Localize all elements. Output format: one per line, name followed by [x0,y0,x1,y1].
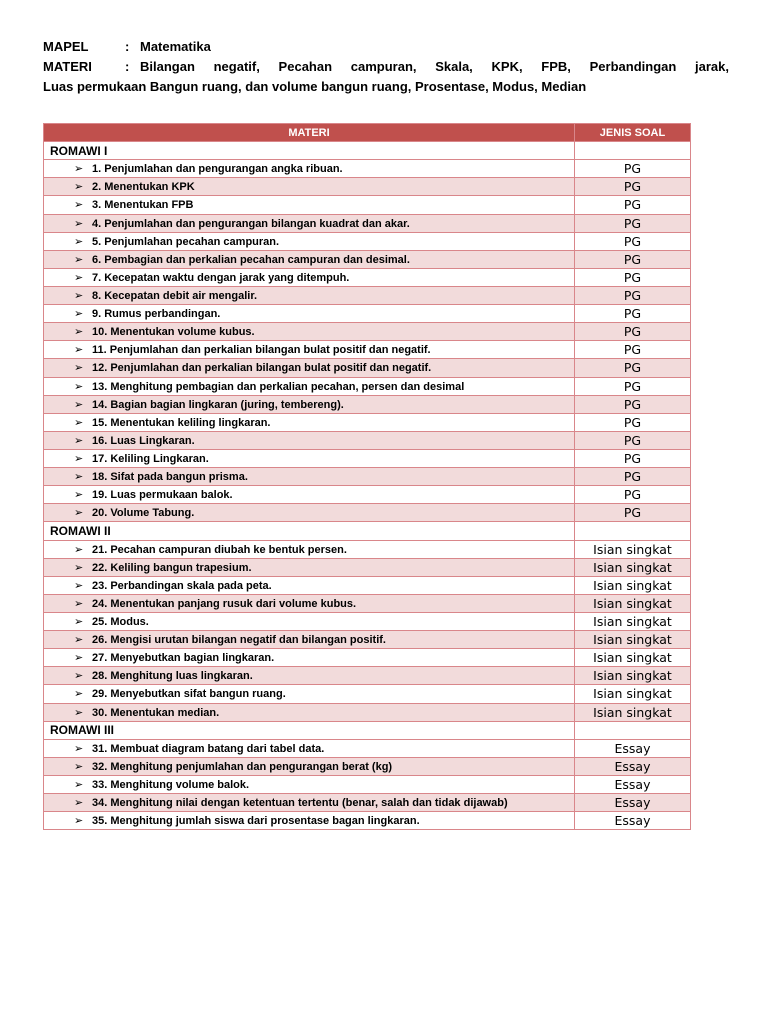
jenis-soal-cell: PG [575,214,691,232]
jenis-soal-cell: PG [575,232,691,250]
materi-text: 30. Menentukan median. [92,706,220,719]
materi-text: 20. Volume Tabung. [92,507,195,520]
materi-value-line2: Luas permukaan Bangun ruang, dan volume bangun ruang, Prosentase, Modus, Median [43,79,587,94]
jenis-soal-cell: PG [575,449,691,467]
mapel-key: MAPEL [43,39,89,54]
jenis-soal-cell: PG [575,377,691,395]
jenis-soal-cell: PG [575,286,691,304]
section-empty-cell [575,522,691,540]
materi-text: 28. Menghitung luas lingkaran. [92,670,253,683]
materi-text: 3. Menentukan FPB [92,199,194,212]
jenis-soal-cell: PG [575,196,691,214]
materi-text: 25. Modus. [92,616,149,628]
materi-text: 7. Kecepatan waktu dengan jarak yang ditempuh. [92,271,350,284]
table-row [44,576,691,594]
materi-text: 17. Keliling Lingkaran. [92,453,209,466]
arrow-bullet-icon: ➢ [74,217,84,230]
materi-cell [44,794,575,812]
materi-text: 10. Menentukan volume kubus. [92,326,255,339]
arrow-bullet-icon: ➢ [74,597,84,610]
table-row [44,449,691,467]
table-row [44,558,691,576]
materi-cell [44,685,575,703]
jenis-soal-cell: PG [575,431,691,449]
materi-cell [44,775,575,793]
materi-text: 2. Menentukan KPK [92,181,195,194]
arrow-bullet-icon: ➢ [74,634,84,647]
table-row [44,232,691,250]
table-row [44,667,691,685]
jenis-soal-cell: PG [575,250,691,268]
materi-cell [44,160,575,178]
table-row [44,431,691,449]
materi-text: 4. Penjumlahan dan pengurangan bilangan kuadrat dan akar. [92,217,410,230]
table-row [44,649,691,667]
section-title [44,522,575,540]
arrow-bullet-icon: ➢ [74,815,84,828]
materi-text: 1. Penjumlahan dan pengurangan angka ribuan. [92,163,343,176]
materi-cell [44,594,575,612]
table-row [44,286,691,304]
materi-text: 9. Rumus perbandingan. [92,308,221,321]
materi-cell [44,431,575,449]
arrow-bullet-icon: ➢ [74,616,84,628]
arrow-bullet-icon: ➢ [74,253,84,266]
materi-cell [44,486,575,504]
section-empty-cell [575,721,691,739]
jenis-soal-cell: PG [575,323,691,341]
materi-cell [44,377,575,395]
materi-text: 15. Menentukan keliling lingkaran. [92,416,271,429]
materi-value-line1: Bilangan negatif, Pecahan campuran, Skala, KPK, FPB, Perbandingan jarak, [140,59,729,74]
jenis-soal-cell: Isian singkat [575,612,691,630]
materi-text: 24. Menentukan panjang rusuk dari volume kubus. [92,597,357,610]
section-empty-cell [575,142,691,160]
arrow-bullet-icon: ➢ [74,362,84,375]
materi-cell [44,468,575,486]
jenis-soal-cell: PG [575,395,691,413]
arrow-bullet-icon: ➢ [74,344,84,357]
table-row [44,612,691,630]
table-row [44,594,691,612]
table-row [44,775,691,793]
materi-colon: : [125,59,130,74]
materi-cell [44,612,575,630]
column-header-jenis-soal: JENIS SOAL [575,124,691,142]
table-row [44,703,691,721]
materi-text: 23. Perbandingan skala pada peta. [92,579,272,592]
arrow-bullet-icon: ➢ [74,416,84,429]
arrow-bullet-icon: ➢ [74,760,84,773]
table-row [44,812,691,830]
materi-cell [44,576,575,594]
section-title [44,142,575,160]
jenis-soal-cell: Isian singkat [575,703,691,721]
materi-cell [44,703,575,721]
arrow-bullet-icon: ➢ [74,561,84,574]
table-row [44,631,691,649]
arrow-bullet-icon: ➢ [74,181,84,194]
table-row [44,196,691,214]
jenis-soal-cell: PG [575,504,691,522]
materi-cell [44,196,575,214]
materi-cell [44,739,575,757]
arrow-bullet-icon: ➢ [74,199,84,212]
section-row [44,721,691,739]
materi-cell [44,341,575,359]
table-row [44,305,691,323]
materi-text: 31. Membuat diagram batang dari tabel data. [92,742,325,755]
materi-text: 33. Menghitung volume balok. [92,778,250,791]
jenis-soal-cell: PG [575,359,691,377]
arrow-bullet-icon: ➢ [74,471,84,484]
jenis-soal-cell: PG [575,341,691,359]
arrow-bullet-icon: ➢ [74,652,84,665]
materi-cell [44,178,575,196]
jenis-soal-cell: Isian singkat [575,540,691,558]
jenis-soal-cell: Isian singkat [575,558,691,576]
arrow-bullet-icon: ➢ [74,290,84,303]
column-header-materi: MATERI [44,124,575,142]
jenis-soal-cell: Essay [575,794,691,812]
section-title-text: ROMAWI III [50,723,114,738]
materi-text: 8. Kecepatan debit air mengalir. [92,290,258,303]
materi-text: 29. Menyebutkan sifat bangun ruang. [92,688,286,701]
jenis-soal-cell: Essay [575,739,691,757]
jenis-soal-cell: PG [575,268,691,286]
materi-cell [44,504,575,522]
table-row [44,359,691,377]
jenis-soal-cell: PG [575,486,691,504]
materi-cell [44,305,575,323]
materi-text: 27. Menyebutkan bagian lingkaran. [92,652,275,665]
materi-cell [44,540,575,558]
table-row [44,504,691,522]
arrow-bullet-icon: ➢ [74,271,84,284]
table-row [44,739,691,757]
table-row [44,250,691,268]
jenis-soal-cell: Isian singkat [575,667,691,685]
materi-line [43,57,729,77]
table-row [44,377,691,395]
table-row [44,486,691,504]
arrow-bullet-icon: ➢ [74,380,84,393]
arrow-bullet-icon: ➢ [74,670,84,683]
materi-text: 35. Menghitung jumlah siswa dari prosentase bagan lingkaran. [92,815,420,828]
table-row [44,323,691,341]
materi-text: 14. Bagian bagian lingkaran (juring, tembereng). [92,398,344,411]
table-row [44,178,691,196]
materi-table [43,123,691,830]
materi-cell [44,631,575,649]
materi-cell [44,757,575,775]
materi-table-body [44,124,691,830]
table-row [44,160,691,178]
materi-text: 18. Sifat pada bangun prisma. [92,471,248,484]
jenis-soal-cell: PG [575,178,691,196]
materi-cell [44,667,575,685]
table-row [44,341,691,359]
jenis-soal-cell: Essay [575,812,691,830]
jenis-soal-cell: PG [575,468,691,486]
jenis-soal-cell: PG [575,305,691,323]
table-header-row [44,124,691,142]
materi-text: 12. Penjumlahan dan perkalian bilangan bulat positif dan negatif. [92,362,432,375]
materi-cell [44,558,575,576]
materi-cell [44,250,575,268]
mapel-line [43,37,729,57]
section-title-text: ROMAWI II [50,523,111,538]
materi-text: 16. Luas Lingkaran. [92,434,195,447]
arrow-bullet-icon: ➢ [74,489,84,502]
table-row [44,413,691,431]
materi-cell [44,359,575,377]
arrow-bullet-icon: ➢ [74,742,84,755]
mapel-colon: : [125,39,130,54]
document-header [43,37,729,97]
arrow-bullet-icon: ➢ [74,507,84,520]
materi-cell [44,649,575,667]
jenis-soal-cell: PG [575,413,691,431]
arrow-bullet-icon: ➢ [74,688,84,701]
arrow-bullet-icon: ➢ [74,398,84,411]
materi-text: 19. Luas permukaan balok. [92,489,233,502]
materi-text: 21. Pecahan campuran diubah ke bentuk persen. [92,543,347,556]
materi-cell [44,323,575,341]
arrow-bullet-icon: ➢ [74,706,84,719]
arrow-bullet-icon: ➢ [74,326,84,339]
section-row [44,522,691,540]
materi-cell [44,395,575,413]
table-row [44,468,691,486]
materi-text: 13. Menghitung pembagian dan perkalian pecahan, persen dan desimal [92,380,465,393]
materi-text: 6. Pembagian dan perkalian pecahan campuran dan desimal. [92,253,410,266]
jenis-soal-cell: Isian singkat [575,649,691,667]
jenis-soal-cell: Isian singkat [575,685,691,703]
arrow-bullet-icon: ➢ [74,778,84,791]
table-row [44,214,691,232]
materi-cell [44,413,575,431]
arrow-bullet-icon: ➢ [74,579,84,592]
table-row [44,757,691,775]
materi-text: 34. Menghitung nilai dengan ketentuan tertentu (benar, salah dan tidak dijawab) [92,797,508,810]
materi-cell [44,232,575,250]
jenis-soal-cell: Essay [575,757,691,775]
section-title-text: ROMAWI I [50,143,108,158]
materi-cell [44,214,575,232]
materi-text: 22. Keliling bangun trapesium. [92,561,252,574]
materi-cell [44,286,575,304]
jenis-soal-cell: Essay [575,775,691,793]
arrow-bullet-icon: ➢ [74,543,84,556]
materi-text: 26. Mengisi urutan bilangan negatif dan bilangan positif. [92,634,386,647]
jenis-soal-cell: Isian singkat [575,631,691,649]
arrow-bullet-icon: ➢ [74,308,84,321]
arrow-bullet-icon: ➢ [74,235,84,248]
jenis-soal-cell: PG [575,160,691,178]
table-row [44,685,691,703]
jenis-soal-cell: Isian singkat [575,594,691,612]
arrow-bullet-icon: ➢ [74,163,84,176]
section-title [44,721,575,739]
table-row [44,268,691,286]
arrow-bullet-icon: ➢ [74,434,84,447]
table-row [44,540,691,558]
arrow-bullet-icon: ➢ [74,797,84,810]
materi-cell [44,449,575,467]
materi-cell [44,812,575,830]
mapel-value: Matematika [140,39,211,54]
materi-text: 5. Penjumlahan pecahan campuran. [92,235,280,248]
materi-cell [44,268,575,286]
section-row [44,142,691,160]
table-row [44,794,691,812]
jenis-soal-cell: Isian singkat [575,576,691,594]
materi-text: 32. Menghitung penjumlahan dan pengurangan berat (kg) [92,760,393,773]
materi-key: MATERI [43,59,92,74]
arrow-bullet-icon: ➢ [74,453,84,466]
materi-text: 11. Penjumlahan dan perkalian bilangan bulat positif dan negatif. [92,344,431,357]
table-row [44,395,691,413]
